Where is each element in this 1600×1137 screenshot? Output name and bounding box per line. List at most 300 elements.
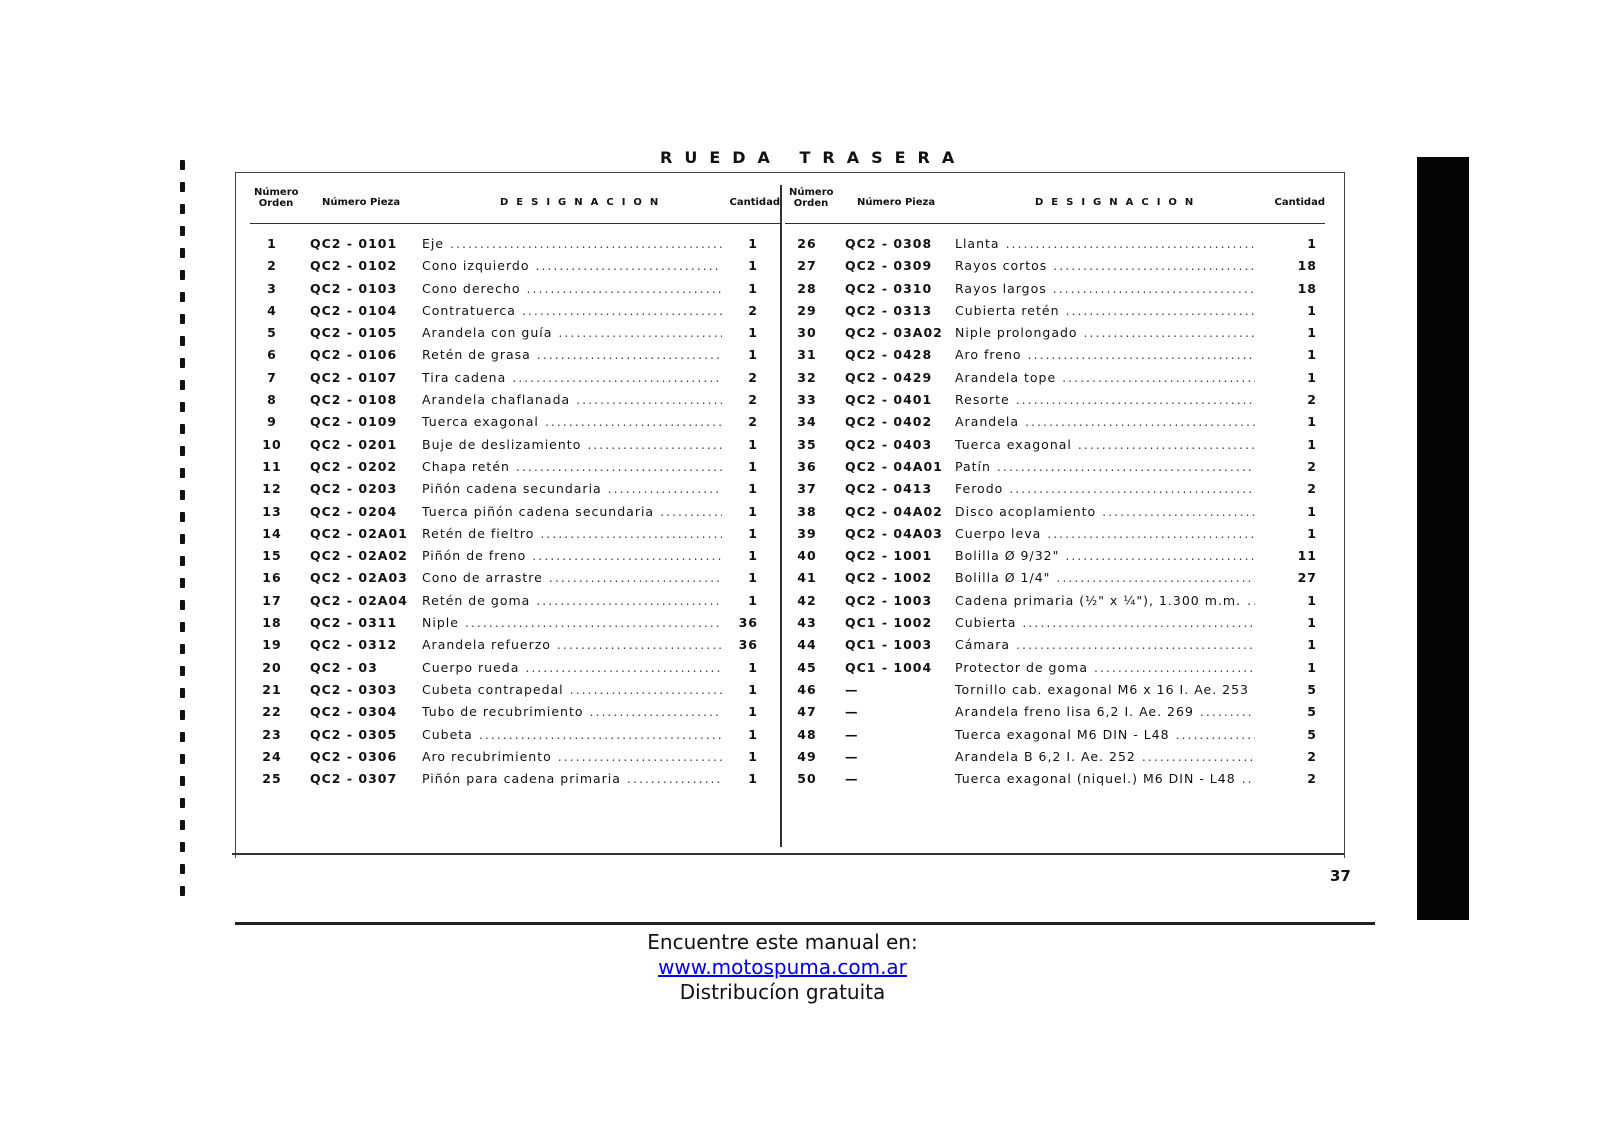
table-row <box>785 524 1325 546</box>
row-designacion: Rayos cortos ..... <box>955 258 1255 273</box>
row-orden: 24 <box>262 748 282 764</box>
row-designacion: Piñón cadena secundaria ..... <box>422 481 722 496</box>
table-row <box>785 658 1325 680</box>
row-orden: 42 <box>797 592 817 608</box>
row-orden: 14 <box>262 525 282 541</box>
table-row <box>785 345 1325 367</box>
row-cantidad: 1 <box>1307 369 1317 385</box>
binding-hole <box>180 600 185 610</box>
row-designacion: Cuerpo leva ..... <box>955 526 1255 541</box>
binding-hole <box>180 182 185 192</box>
row-cantidad: 1 <box>1307 503 1317 519</box>
binding-hole <box>180 402 185 412</box>
row-designacion: Tuerca exagonal M6 DIN - L48 ..... <box>955 727 1255 742</box>
row-orden: 34 <box>797 414 817 430</box>
row-orden: 3 <box>267 280 277 296</box>
binding-hole <box>180 556 185 566</box>
scanned-page <box>180 140 1480 930</box>
row-pieza: QC2 - 0306 <box>310 748 398 764</box>
binding-hole <box>180 578 185 588</box>
row-designacion: Chapa retén ..... <box>422 459 722 474</box>
table-row <box>250 256 780 278</box>
binding-hole <box>180 336 185 346</box>
table-row <box>250 591 780 613</box>
binding-hole <box>180 512 185 522</box>
row-designacion: Cono de arrastre ..... <box>422 570 722 585</box>
row-cantidad: 1 <box>748 748 758 764</box>
row-cantidad: 1 <box>748 258 758 274</box>
table-row <box>250 546 780 568</box>
row-pieza: — <box>845 748 859 764</box>
row-designacion: Aro freno ..... <box>955 347 1255 362</box>
row-cantidad: 2 <box>748 302 758 318</box>
row-designacion: Tuerca exagonal ..... <box>422 414 722 429</box>
row-designacion: Retén de grasa ..... <box>422 347 722 362</box>
row-orden: 29 <box>797 302 817 318</box>
row-designacion: Cubeta contrapedal ..... <box>422 682 722 697</box>
header-cantidad: Cantidad <box>729 197 780 208</box>
row-designacion: Arandela con guía ..... <box>422 325 722 340</box>
row-cantidad: 1 <box>748 325 758 341</box>
row-orden: 19 <box>262 637 282 653</box>
row-pieza: QC2 - 0413 <box>845 481 933 497</box>
row-designacion: Niple prolongado ..... <box>955 325 1255 340</box>
row-cantidad: 2 <box>1307 748 1317 764</box>
row-orden: 6 <box>267 347 277 363</box>
row-designacion: Arandela freno lisa 6,2 I. Ae. 269 ..... <box>955 704 1255 719</box>
row-designacion: Cubierta ..... <box>955 615 1255 630</box>
row-cantidad: 1 <box>1307 347 1317 363</box>
row-designacion: Arandela ..... <box>955 414 1255 429</box>
row-pieza: QC2 - 0106 <box>310 347 398 363</box>
row-cantidad: 1 <box>1307 525 1317 541</box>
table-row <box>250 769 780 791</box>
table-row <box>250 234 780 256</box>
table-row <box>250 725 780 747</box>
parts-table-left <box>250 185 780 791</box>
row-pieza: QC2 - 0204 <box>310 503 398 519</box>
row-cantidad: 1 <box>1307 325 1317 341</box>
row-orden: 39 <box>797 525 817 541</box>
row-cantidad: 1 <box>1307 436 1317 452</box>
row-cantidad: 1 <box>1307 637 1317 653</box>
header-pieza: Número Pieza <box>857 197 936 208</box>
row-orden: 16 <box>262 570 282 586</box>
row-pieza: QC2 - 03 <box>310 659 378 675</box>
row-cantidad: 2 <box>1307 481 1317 497</box>
footer-line: Distribucíon gratuita <box>679 980 886 1004</box>
row-designacion: Bolilla Ø 1/4" ..... <box>955 570 1255 585</box>
table-row <box>785 279 1325 301</box>
binding-hole <box>180 490 185 500</box>
table-row <box>250 345 780 367</box>
row-pieza: QC2 - 02A04 <box>310 592 408 608</box>
row-cantidad: 1 <box>748 592 758 608</box>
row-designacion: Tubo de recubrimiento ..... <box>422 704 722 719</box>
row-designacion: Tuerca exagonal (niquel.) M6 DIN - L48 ..... <box>955 771 1255 786</box>
binding-hole <box>180 292 185 302</box>
table-row <box>250 301 780 323</box>
row-cantidad: 18 <box>1297 280 1317 296</box>
row-pieza: QC2 - 04A03 <box>845 525 943 541</box>
row-cantidad: 1 <box>748 280 758 296</box>
row-orden: 46 <box>797 681 817 697</box>
row-designacion: Cubierta retén ..... <box>955 303 1255 318</box>
row-cantidad: 2 <box>748 414 758 430</box>
footer-line: Encuentre este manual en: <box>647 930 918 954</box>
table-row <box>250 279 780 301</box>
page-title: RUEDA TRASERA <box>660 148 967 167</box>
row-orden: 38 <box>797 503 817 519</box>
binding-hole <box>180 886 185 896</box>
row-pieza: QC2 - 0307 <box>310 771 398 787</box>
table-row <box>785 323 1325 345</box>
row-pieza: QC2 - 0428 <box>845 347 933 363</box>
row-cantidad: 1 <box>1307 414 1317 430</box>
table-row <box>250 457 780 479</box>
row-cantidad: 11 <box>1297 548 1317 564</box>
row-pieza: QC1 - 1004 <box>845 659 933 675</box>
row-cantidad: 1 <box>748 771 758 787</box>
row-orden: 32 <box>797 369 817 385</box>
row-cantidad: 2 <box>748 369 758 385</box>
table-row <box>250 680 780 702</box>
table-row <box>785 301 1325 323</box>
row-orden: 49 <box>797 748 817 764</box>
row-orden: 8 <box>267 392 277 408</box>
row-orden: 15 <box>262 548 282 564</box>
row-cantidad: 27 <box>1297 570 1317 586</box>
table-row <box>785 613 1325 635</box>
parts-table-right <box>785 185 1325 791</box>
row-cantidad: 1 <box>748 570 758 586</box>
row-orden: 12 <box>262 481 282 497</box>
row-pieza: — <box>845 681 859 697</box>
row-designacion: Arandela chaflanada ..... <box>422 392 722 407</box>
binding-hole <box>180 710 185 720</box>
row-cantidad: 1 <box>748 458 758 474</box>
row-pieza: QC2 - 0429 <box>845 369 933 385</box>
row-orden: 45 <box>797 659 817 675</box>
table-row <box>785 747 1325 769</box>
table-header <box>785 185 1325 224</box>
row-pieza: QC2 - 1002 <box>845 570 933 586</box>
row-cantidad: 2 <box>1307 771 1317 787</box>
table-header <box>250 185 780 224</box>
row-designacion: Tuerca exagonal ..... <box>955 437 1255 452</box>
row-pieza: QC2 - 0313 <box>845 302 933 318</box>
binding-holes <box>180 160 192 900</box>
row-designacion: Tuerca piñón cadena secundaria ..... <box>422 504 722 519</box>
table-row <box>250 479 780 501</box>
row-cantidad: 5 <box>1307 726 1317 742</box>
row-orden: 18 <box>262 615 282 631</box>
row-designacion: Contratuerca ..... <box>422 303 722 318</box>
table-row <box>250 323 780 345</box>
binding-hole <box>180 622 185 632</box>
row-pieza: QC2 - 0101 <box>310 236 398 251</box>
header-orden: Número Orden <box>254 187 299 209</box>
binding-hole <box>180 666 185 676</box>
row-cantidad: 1 <box>748 347 758 363</box>
row-designacion: Buje de deslizamiento ..... <box>422 437 722 452</box>
table-row <box>785 635 1325 657</box>
row-designacion: Eje ..... <box>422 236 722 251</box>
row-orden: 1 <box>267 236 277 251</box>
row-orden: 11 <box>262 458 282 474</box>
row-cantidad: 1 <box>748 681 758 697</box>
row-pieza: QC1 - 1002 <box>845 615 933 631</box>
row-cantidad: 2 <box>1307 392 1317 408</box>
footer-link[interactable]: www.motospuma.com.ar <box>658 955 907 979</box>
binding-hole <box>180 424 185 434</box>
row-orden: 2 <box>267 258 277 274</box>
binding-hole <box>180 314 185 324</box>
row-cantidad: 1 <box>748 726 758 742</box>
table-row <box>250 702 780 724</box>
binding-hole <box>180 204 185 214</box>
binding-hole <box>180 358 185 368</box>
row-designacion: Ferodo ..... <box>955 481 1255 496</box>
table-row <box>250 502 780 524</box>
row-pieza: QC1 - 1003 <box>845 637 933 653</box>
row-pieza: — <box>845 726 859 742</box>
table-row <box>785 502 1325 524</box>
row-orden: 48 <box>797 726 817 742</box>
row-pieza: QC2 - 02A02 <box>310 548 408 564</box>
row-cantidad: 18 <box>1297 258 1317 274</box>
table-row <box>785 479 1325 501</box>
row-designacion: Cámara ..... <box>955 637 1255 652</box>
row-designacion: Retén de goma ..... <box>422 593 722 608</box>
row-pieza: QC2 - 0308 <box>845 236 933 251</box>
table-row <box>785 435 1325 457</box>
row-orden: 26 <box>797 236 817 251</box>
row-pieza: QC2 - 1001 <box>845 548 933 564</box>
row-orden: 10 <box>262 436 282 452</box>
row-cantidad: 5 <box>1307 681 1317 697</box>
binding-hole <box>180 380 185 390</box>
row-orden: 13 <box>262 503 282 519</box>
binding-hole <box>180 798 185 808</box>
table-row <box>250 747 780 769</box>
row-pieza: QC2 - 0403 <box>845 436 933 452</box>
row-designacion: Arandela tope ..... <box>955 370 1255 385</box>
row-cantidad: 1 <box>1307 615 1317 631</box>
binding-hole <box>180 644 185 654</box>
row-orden: 50 <box>797 771 817 787</box>
row-designacion: Cuerpo rueda ..... <box>422 660 722 675</box>
row-pieza: QC2 - 0202 <box>310 458 398 474</box>
row-designacion: Protector de goma ..... <box>955 660 1255 675</box>
row-designacion: Retén de fieltro ..... <box>422 526 722 541</box>
row-cantidad: 1 <box>748 481 758 497</box>
row-pieza: QC2 - 1003 <box>845 592 933 608</box>
row-designacion: Cono izquierdo ..... <box>422 258 722 273</box>
table-row <box>785 769 1325 791</box>
row-cantidad: 1 <box>748 236 758 251</box>
table-row <box>785 702 1325 724</box>
binding-hole <box>180 754 185 764</box>
row-pieza: QC2 - 0108 <box>310 392 398 408</box>
row-pieza: QC2 - 0309 <box>845 258 933 274</box>
column-divider <box>780 185 782 847</box>
row-pieza: QC2 - 0401 <box>845 392 933 408</box>
row-designacion: Patín ..... <box>955 459 1255 474</box>
row-designacion: Arandela refuerzo ..... <box>422 637 722 652</box>
row-orden: 17 <box>262 592 282 608</box>
header-cantidad: Cantidad <box>1274 197 1325 208</box>
row-designacion: Aro recubrimiento ..... <box>422 749 722 764</box>
row-pieza: QC2 - 0305 <box>310 726 398 742</box>
binding-hole <box>180 160 185 170</box>
row-designacion: Cono derecho ..... <box>422 281 722 296</box>
row-cantidad: 2 <box>748 392 758 408</box>
row-designacion: Resorte ..... <box>955 392 1255 407</box>
binding-hole <box>180 820 185 830</box>
row-pieza: QC2 - 0312 <box>310 637 398 653</box>
row-pieza: — <box>845 771 859 787</box>
row-pieza: QC2 - 0105 <box>310 325 398 341</box>
row-pieza: QC2 - 0303 <box>310 681 398 697</box>
row-designacion: Cadena primaria (½" x ¼"), 1.300 m.m. ..... <box>955 593 1255 608</box>
row-pieza: QC2 - 02A01 <box>310 525 408 541</box>
table-row <box>785 390 1325 412</box>
table-row <box>250 635 780 657</box>
table-row <box>250 368 780 390</box>
table-row <box>785 368 1325 390</box>
binding-hole <box>180 688 185 698</box>
page-bottom-rule <box>235 922 1375 925</box>
row-pieza: QC2 - 0102 <box>310 258 398 274</box>
row-cantidad: 1 <box>748 436 758 452</box>
row-orden: 23 <box>262 726 282 742</box>
row-designacion: Bolilla Ø 9/32" ..... <box>955 548 1255 563</box>
table-row <box>785 591 1325 613</box>
binding-hole <box>180 270 185 280</box>
binding-hole <box>180 446 185 456</box>
table-row <box>250 658 780 680</box>
row-orden: 27 <box>797 258 817 274</box>
row-orden: 20 <box>262 659 282 675</box>
row-pieza: QC2 - 0103 <box>310 280 398 296</box>
row-pieza: QC2 - 02A03 <box>310 570 408 586</box>
table-row <box>250 613 780 635</box>
row-orden: 21 <box>262 681 282 697</box>
row-orden: 44 <box>797 637 817 653</box>
row-cantidad: 1 <box>1307 659 1317 675</box>
row-orden: 28 <box>797 280 817 296</box>
table-row <box>785 457 1325 479</box>
row-designacion: Tornillo cab. exagonal M6 x 16 I. Ae. 253 ..... <box>955 682 1255 697</box>
table-row <box>785 256 1325 278</box>
table-bottom-rule <box>232 853 1344 855</box>
binding-hole <box>180 864 185 874</box>
table-row <box>250 412 780 434</box>
row-designacion: Disco acoplamiento ..... <box>955 504 1255 519</box>
row-pieza: QC2 - 0304 <box>310 704 398 720</box>
table-row <box>785 680 1325 702</box>
table-body <box>250 234 780 791</box>
row-cantidad: 1 <box>1307 302 1317 318</box>
table-row <box>250 390 780 412</box>
binding-hole <box>180 776 185 786</box>
row-orden: 9 <box>267 414 277 430</box>
binding-hole <box>180 226 185 236</box>
binding-hole <box>180 534 185 544</box>
row-cantidad: 2 <box>1307 458 1317 474</box>
row-cantidad: 36 <box>738 615 758 631</box>
binding-hole <box>180 842 185 852</box>
header-designacion: DESIGNACION <box>1035 197 1202 208</box>
row-orden: 47 <box>797 704 817 720</box>
scan-edge-bar <box>1417 157 1469 920</box>
row-orden: 37 <box>797 481 817 497</box>
header-designacion: DESIGNACION <box>500 197 667 208</box>
row-orden: 36 <box>797 458 817 474</box>
header-orden: Número Orden <box>789 187 834 209</box>
row-pieza: QC2 - 0310 <box>845 280 933 296</box>
row-designacion: Piñón de freno ..... <box>422 548 722 563</box>
table-row <box>785 546 1325 568</box>
row-pieza: QC2 - 0107 <box>310 369 398 385</box>
binding-hole <box>180 248 185 258</box>
table-row <box>785 234 1325 256</box>
row-orden: 25 <box>262 771 282 787</box>
row-orden: 22 <box>262 704 282 720</box>
row-pieza: QC2 - 0109 <box>310 414 398 430</box>
binding-hole <box>180 732 185 742</box>
row-designacion: Tira cadena ..... <box>422 370 722 385</box>
page-number: 37 <box>1330 867 1351 885</box>
row-designacion: Niple ..... <box>422 615 722 630</box>
row-orden: 41 <box>797 570 817 586</box>
table-row <box>250 524 780 546</box>
row-cantidad: 5 <box>1307 704 1317 720</box>
row-designacion: Cubeta ..... <box>422 727 722 742</box>
table-row <box>785 568 1325 590</box>
row-orden: 31 <box>797 347 817 363</box>
table-row <box>250 435 780 457</box>
table-body <box>785 234 1325 791</box>
row-designacion: Rayos largos ..... <box>955 281 1255 296</box>
row-cantidad: 1 <box>748 659 758 675</box>
row-designacion: Piñón para cadena primaria ..... <box>422 771 722 786</box>
row-designacion: Llanta ..... <box>955 236 1255 251</box>
row-cantidad: 1 <box>748 503 758 519</box>
row-orden: 33 <box>797 392 817 408</box>
row-orden: 4 <box>267 302 277 318</box>
binding-hole <box>180 468 185 478</box>
row-cantidad: 1 <box>748 525 758 541</box>
row-orden: 43 <box>797 615 817 631</box>
row-cantidad: 1 <box>1307 236 1317 251</box>
row-pieza: QC2 - 04A01 <box>845 458 943 474</box>
row-cantidad: 1 <box>1307 592 1317 608</box>
row-pieza: QC2 - 0311 <box>310 615 398 631</box>
row-pieza: — <box>845 704 859 720</box>
row-orden: 35 <box>797 436 817 452</box>
footer <box>0 930 1565 1005</box>
table-row <box>250 568 780 590</box>
row-designacion: Arandela B 6,2 I. Ae. 252 ..... <box>955 749 1255 764</box>
table-row <box>785 412 1325 434</box>
row-orden: 7 <box>267 369 277 385</box>
row-pieza: QC2 - 0201 <box>310 436 398 452</box>
row-orden: 5 <box>267 325 277 341</box>
row-pieza: QC2 - 03A02 <box>845 325 943 341</box>
row-orden: 30 <box>797 325 817 341</box>
